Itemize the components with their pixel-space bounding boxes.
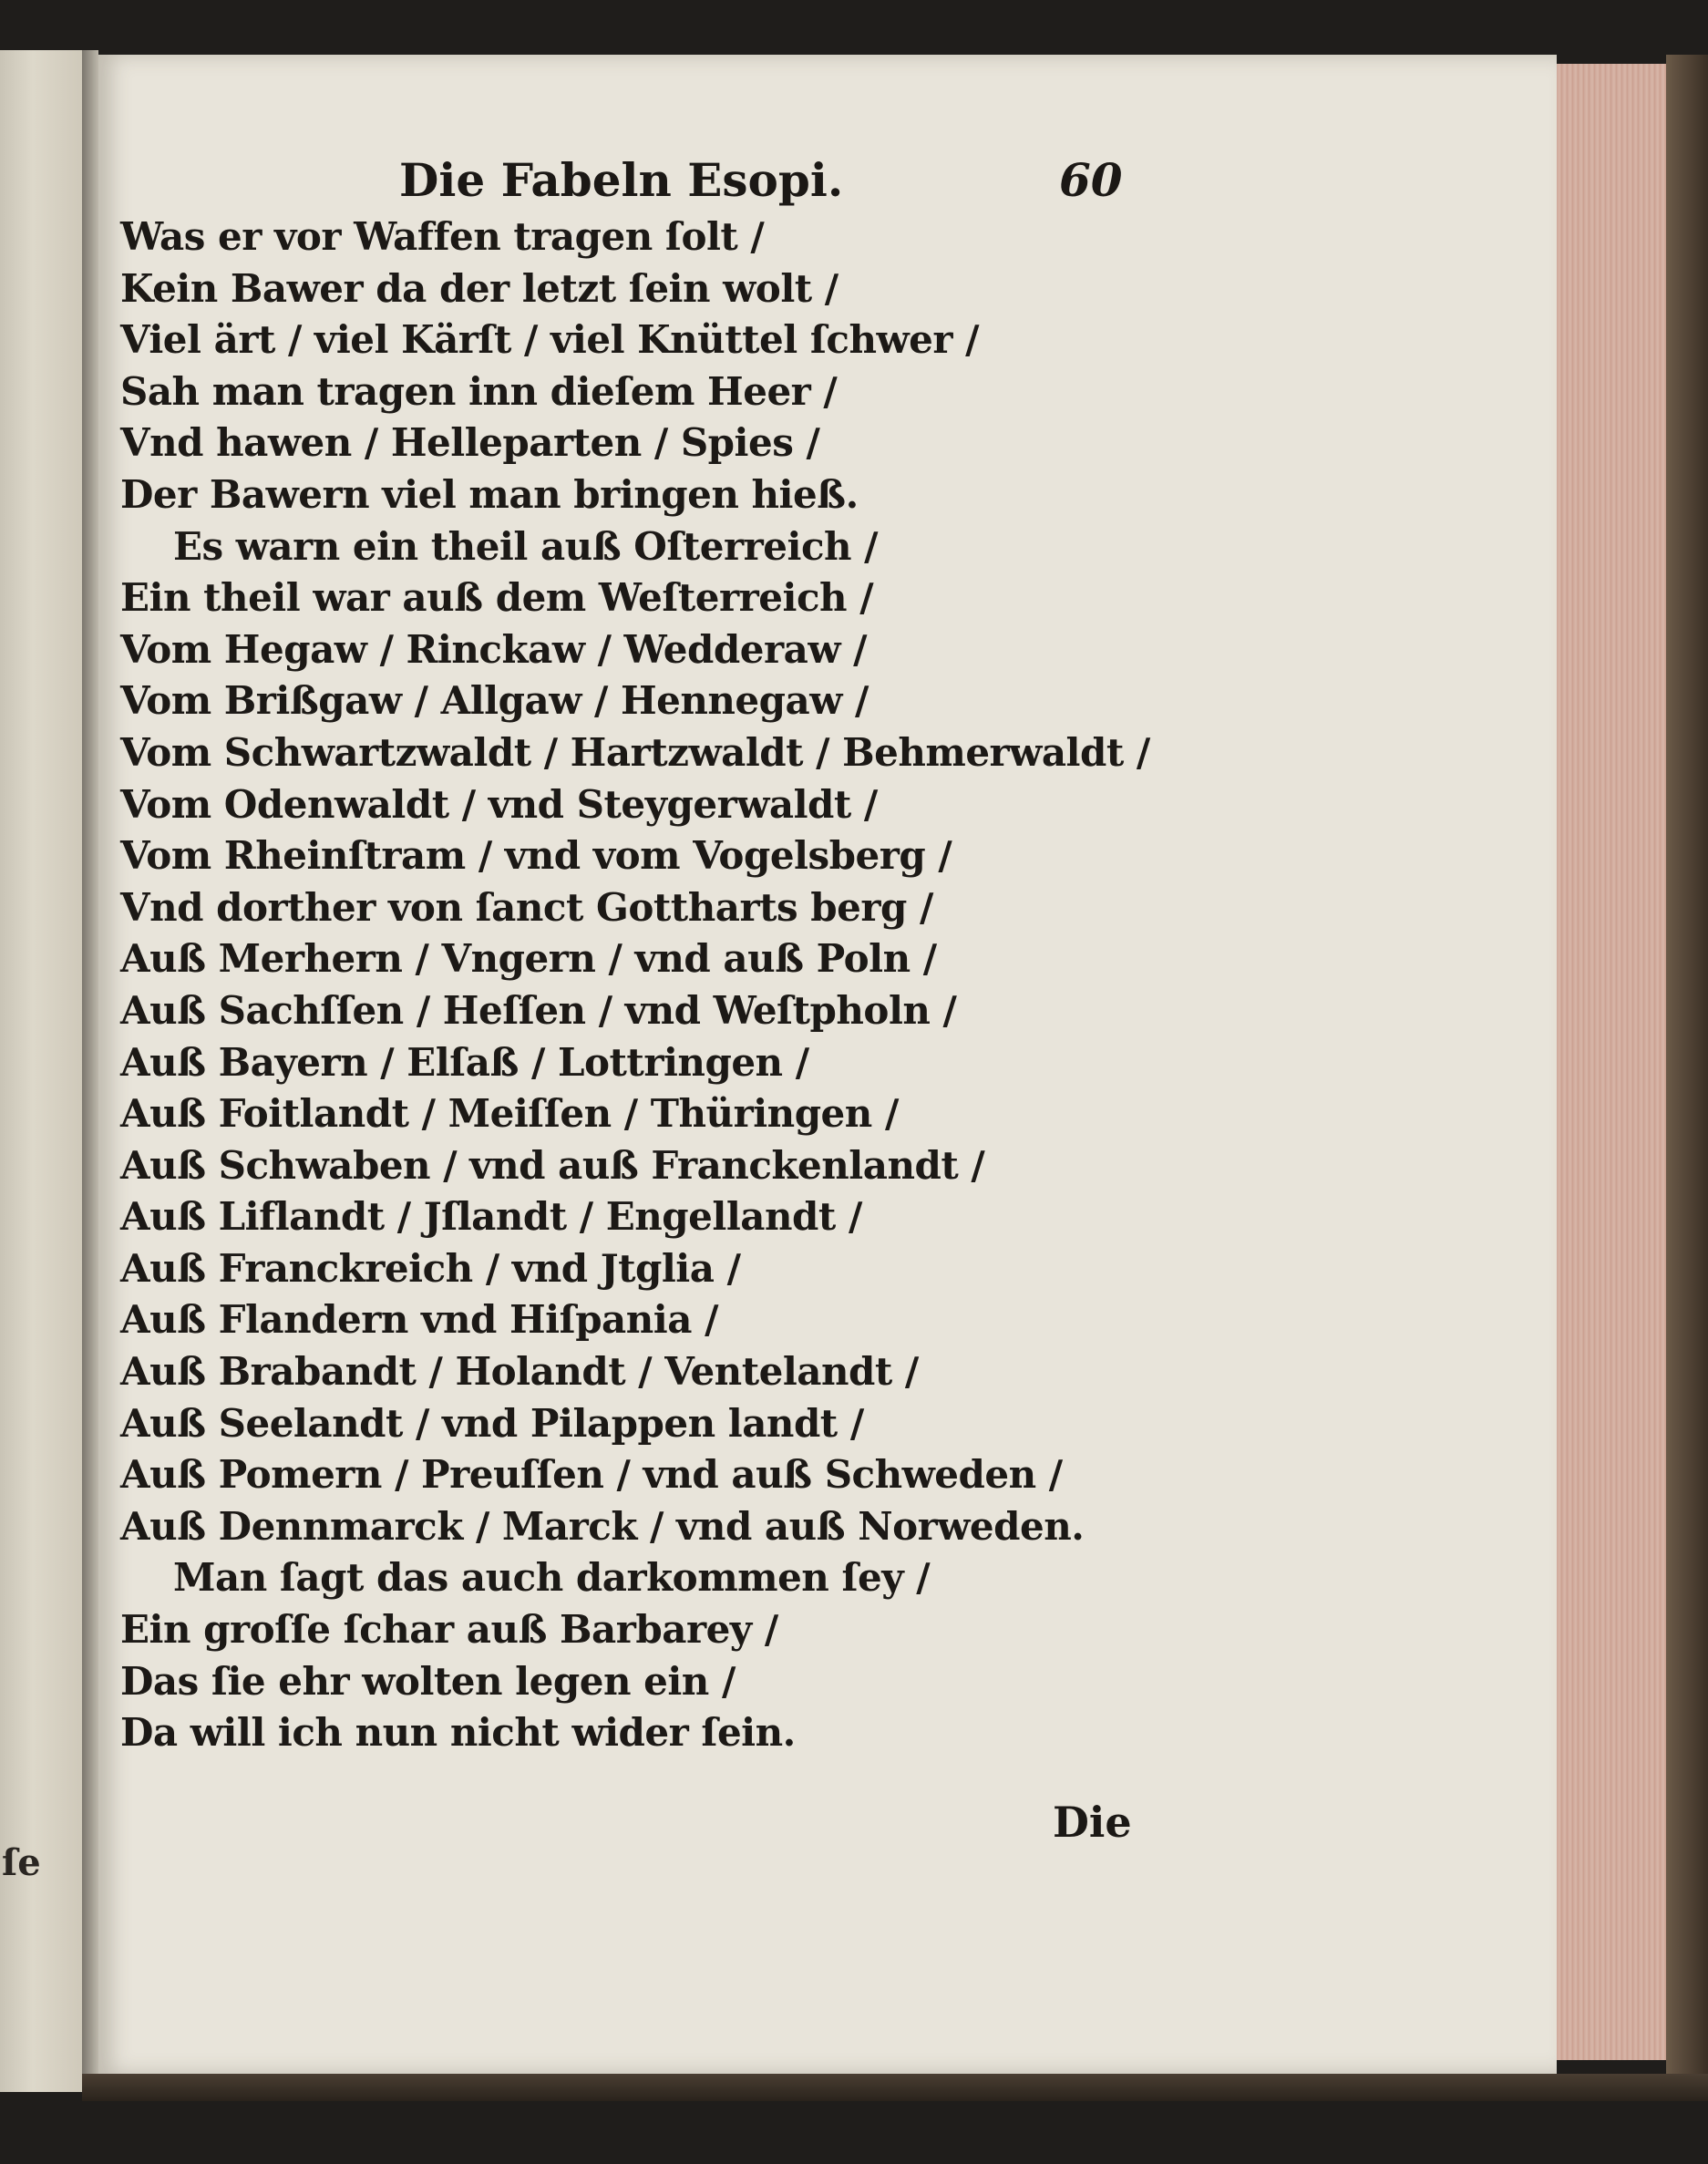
verse-line: Was er vor Waffen tragen ſolt / <box>120 214 765 259</box>
catchword: Die <box>1053 1798 1132 1847</box>
running-title: Die Fabeln Esopi. <box>399 153 844 207</box>
verse-line: Sah man tragen inn dieſem Heer / <box>120 368 838 414</box>
verse-line: Auß Liflandt / Jſlandt / Engellandt / <box>120 1194 862 1240</box>
verse-line: Vom Hegaw / Rinckaw / Wedderaw / <box>120 626 867 672</box>
verse-line: Auß Seelandt / vnd Pilappen landt / <box>120 1400 864 1446</box>
verse-line: Ein theil war auß dem Weſterreich / <box>120 575 874 621</box>
verse-line: Das ſie ehr wolten legen ein / <box>120 1658 736 1704</box>
verse-line: Kein Bawer da der letzt ſein wolt / <box>120 265 839 311</box>
verse-line: Vom Brißgaw / Allgaw / Hennegaw / <box>120 678 869 724</box>
verse-text <box>120 211 1150 1759</box>
left-page-edge <box>0 50 85 2092</box>
verse-line: Auß Dennmarck / Marck / vnd auß Norweden. <box>120 1503 1085 1549</box>
book-bottom-board <box>82 2074 1708 2101</box>
left-page-fragment: ſe <box>2 1841 41 1884</box>
verse-line: Vom Odenwaldt / vnd Steygerwaldt / <box>120 781 878 827</box>
verse-line: Man ſagt das auch darkommen ſey / <box>173 1555 931 1601</box>
page-number: 60 <box>1059 153 1123 207</box>
verse-line: Vnd hawen / Helleparten / Spies / <box>120 420 820 466</box>
verse-line: Auß Sachſſen / Heſſen / vnd Weſtpholn / <box>120 987 957 1033</box>
verse-line: Auß Flandern vnd Hiſpania / <box>120 1297 718 1343</box>
verse-line: Der Bawern viel man bringen hieß. <box>120 471 859 517</box>
verse-line: Auß Brabandt / Holandt / Ventelandt / <box>120 1349 919 1395</box>
verse-line: Viel ärt / viel Kärſt / viel Knüttel ſchwer / <box>120 317 979 363</box>
verse-line: Auß Foitlandt / Meiſſen / Thüringen / <box>120 1091 899 1137</box>
verse-line: Ein groſſe ſchar auß Barbarey / <box>120 1607 778 1653</box>
page-fore-edge <box>1557 64 1666 2060</box>
verse-line: Auß Schwaben / vnd auß Franckenlandt / <box>120 1142 985 1188</box>
verse-line: Vom Rheinſtram / vnd vom Vogelsberg / <box>120 833 952 879</box>
verse-line: Auß Pomern / Preuſſen / vnd auß Schweden / <box>120 1452 1063 1498</box>
verse-line: Auß Merhern / Vngern / vnd auß Poln / <box>120 936 937 982</box>
book-cover-edge <box>1666 55 1708 2087</box>
verse-line: Es warn ein theil auß Oſterreich / <box>173 523 879 569</box>
book-gutter <box>82 50 98 2092</box>
verse-line: Auß Franckreich / vnd Jtglia / <box>120 1245 741 1291</box>
verse-line: Vnd dorther von ſanct Gottharts berg / <box>120 884 933 930</box>
verse-line: Auß Bayern / Elſaß / Lottringen / <box>120 1039 809 1085</box>
verse-line: Da will ich nun nicht wider ſein. <box>120 1710 796 1756</box>
verse-line: Vom Schwartzwaldt / Hartzwaldt / Behmerwaldt / <box>120 729 1150 775</box>
